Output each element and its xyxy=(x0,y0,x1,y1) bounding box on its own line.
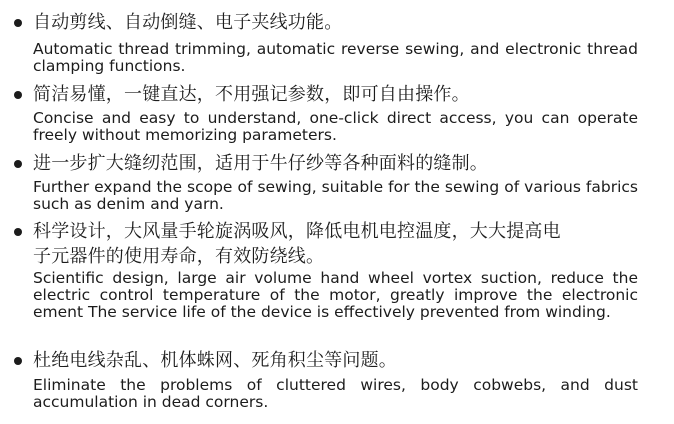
bullet-dot-icon xyxy=(14,19,22,27)
feature-title-zh: 杜绝电线杂乱、机体蛛网、死角积尘等问题。 xyxy=(33,350,397,371)
feature-title-zh-line1: 科学设计，大风量手轮旋涡吸风，降低电机电控温度，大大提高电 xyxy=(33,221,561,242)
feature-title-zh: 进一步扩大缝纫范围，适用于牛仔纱等各种面料的缝制。 xyxy=(33,153,488,174)
feature-title-zh-line2: 子元器件的使用寿命，有效防绕线。 xyxy=(33,246,325,267)
bullet-dot-icon xyxy=(14,228,22,236)
feature-title-zh: 自动剪线、自动倒缝、电子夹线功能。 xyxy=(33,12,343,33)
feature-description-en: Automatic thread trimming, automatic reverse sewing, and electronic thread clamping functions. xyxy=(33,40,638,75)
feature-description-en: Concise and easy to understand, one-click direct access, you can operate freely without memorizing parameters. xyxy=(33,109,638,144)
feature-description-en: Scientific design, large air volume hand wheel vortex suction, reduce the electric control temperature of the motor, greatly improve the electronic ement The service life of the device is effectively prevented from winding. xyxy=(33,269,638,321)
feature-description-en: Further expand the scope of sewing, suitable for the sewing of various fabrics such as denim and yarn. xyxy=(33,178,638,213)
feature-description-en: Eliminate the problems of cluttered wires, body cobwebs, and dust accumulation in dead corners. xyxy=(33,376,638,411)
bullet-dot-icon xyxy=(14,357,22,365)
feature-title-zh: 简洁易懂，一键直达，不用强记参数，即可自由操作。 xyxy=(33,84,470,105)
bullet-dot-icon xyxy=(14,160,22,168)
bullet-dot-icon xyxy=(14,91,22,99)
